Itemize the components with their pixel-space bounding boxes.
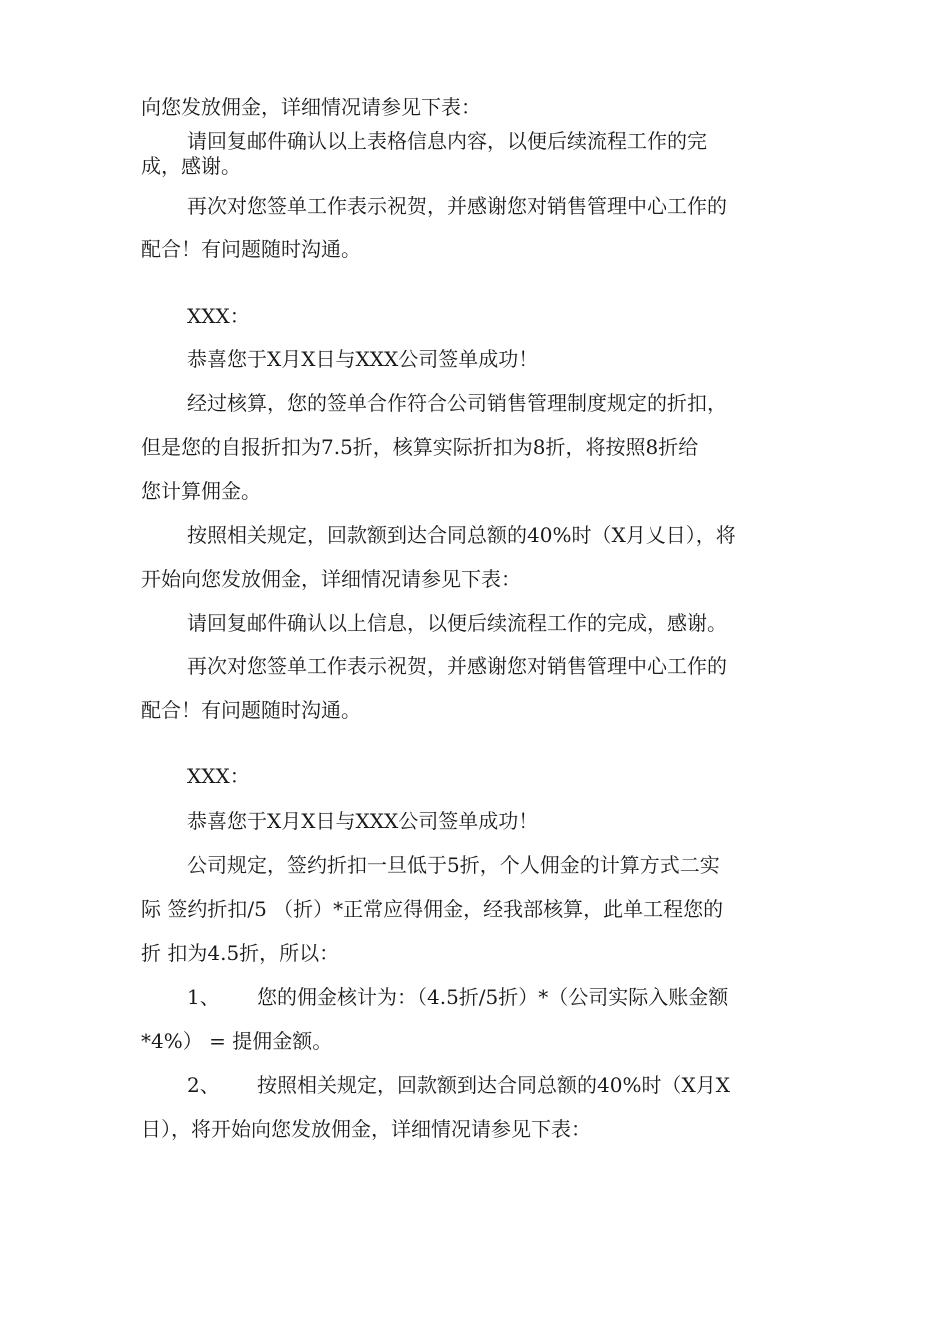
- paragraph-line: 成，感谢。: [141, 154, 241, 178]
- salutation: XXX：: [187, 304, 250, 328]
- paragraph-line: 际 签约折扣/5 （折）*正常应得佣金，经我部核算，此单工程您的: [141, 897, 724, 921]
- list-item-text: 按照相关规定，回款额到达合同总额的40%时（X月X: [257, 1073, 730, 1097]
- paragraph-line: 请回复邮件确认以上表格信息内容，以便后续流程工作的完: [187, 129, 707, 153]
- paragraph-line: 经过核算，您的签单合作符合公司销售管理制度规定的折扣，: [187, 391, 727, 415]
- paragraph-line: 恭喜您于X月X日与XXX公司签单成功！: [187, 809, 539, 833]
- paragraph-line: 向您发放佣金，详细情况请参见下表：: [141, 95, 481, 119]
- paragraph-line: 但是您的自报折扣为7.5折，核算实际折扣为8折，将按照8折给: [141, 435, 699, 459]
- paragraph-line: 请回复邮件确认以上信息，以便后续流程工作的完成，感谢。: [187, 611, 727, 635]
- paragraph-line: 恭喜您于X月X日与XXX公司签单成功！: [187, 347, 539, 371]
- paragraph-line: 开始向您发放佣金，详细情况请参见下表：: [141, 567, 521, 591]
- list-item-text: 您的佣金核计为：（4.5折/5折）*（公司实际入账金额: [257, 985, 729, 1009]
- salutation: XXX：: [187, 764, 250, 788]
- list-number: 1、: [187, 985, 220, 1009]
- paragraph-line: 您计算佣金。: [141, 479, 261, 503]
- paragraph-line: 再次对您签单工作表示祝贺，并感谢您对销售管理中心工作的: [187, 194, 727, 218]
- paragraph-line: *4%） = 提佣金额。: [141, 1029, 333, 1053]
- paragraph-line: 折 扣为4.5折，所以：: [141, 941, 340, 965]
- paragraph-line: 日），将开始向您发放佣金，详细情况请参见下表：: [141, 1117, 591, 1141]
- paragraph-line: 公司规定，签约折扣一旦低于5折，个人佣金的计算方式二实: [187, 853, 720, 877]
- list-number: 2、: [187, 1073, 220, 1097]
- paragraph-line: 配合！有问题随时沟通。: [141, 698, 361, 722]
- paragraph-line: 按照相关规定，回款额到达合同总额的40%时（X月乂日），将: [187, 523, 736, 547]
- paragraph-line: 配合！有问题随时沟通。: [141, 237, 361, 261]
- paragraph-line: 再次对您签单工作表示祝贺，并感谢您对销售管理中心工作的: [187, 654, 727, 678]
